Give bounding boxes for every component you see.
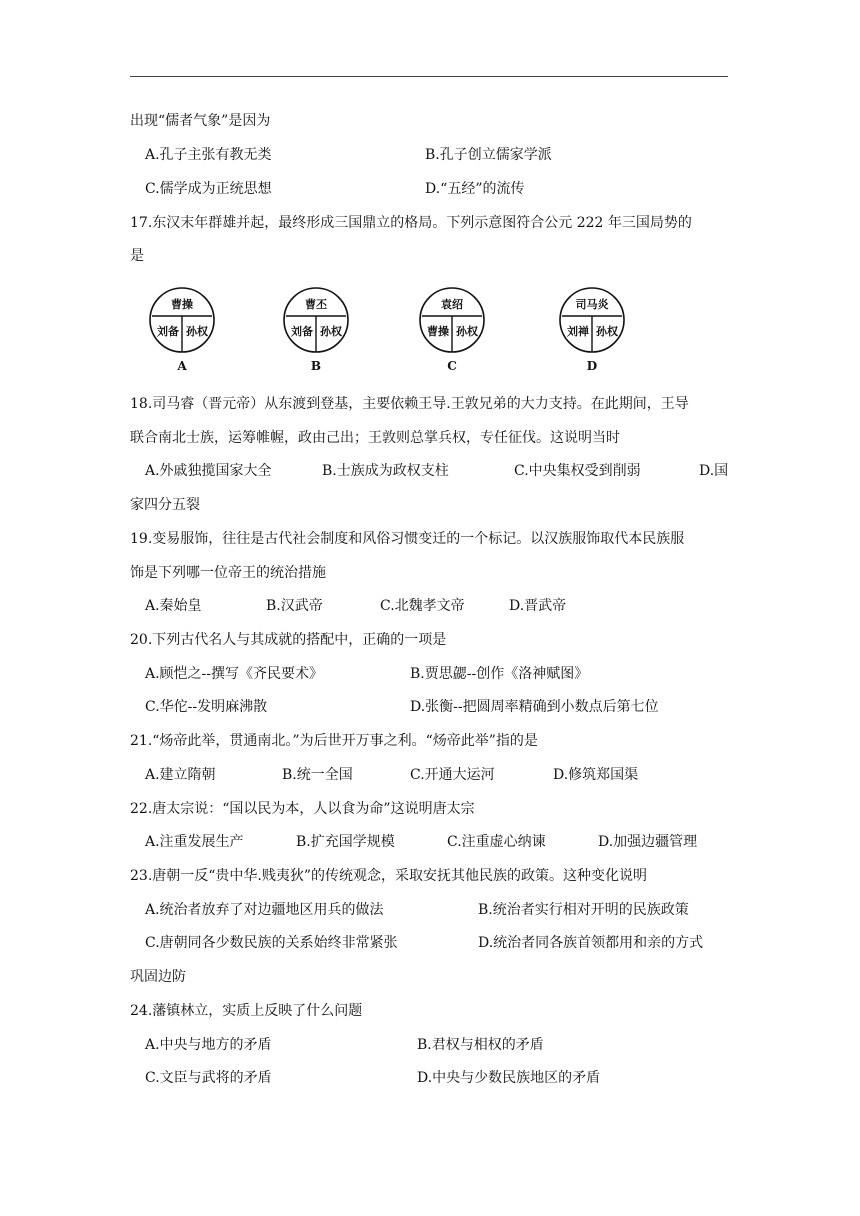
q20-stem: 20.下列古代名人与其成就的搭配中，正确的一项是 xyxy=(130,632,447,648)
q22-option-d: D.加强边疆管理 xyxy=(598,834,698,850)
q24-stem: 24.藩镇林立，实质上反映了什么问题 xyxy=(130,1003,363,1019)
q16-option-b: B.孔子创立儒家学派 xyxy=(425,147,552,163)
q20-option-b: B.贾思勰--创作《洛神赋图》 xyxy=(410,666,589,682)
q18-stem-line2: 联合南北士族，运筹帷幄，政由己出；王敦则总掌兵权，专任征伐。这说明当时 xyxy=(130,430,620,446)
q19-stem-line1: 19.变易服饰，往往是古代社会制度和风俗习惯变迁的一个标记。以汉族服饰取代本民族服 xyxy=(130,531,685,547)
pie-c-top: 袁绍 xyxy=(441,298,463,311)
pie-d-letter: D xyxy=(586,359,598,373)
pie-a-right: 孙权 xyxy=(186,325,208,338)
pie-b-top: 曹丕 xyxy=(305,298,327,311)
q19-stem-line2: 饰是下列哪一位帝王的统治措施 xyxy=(130,565,326,581)
three-kingdoms-diagram xyxy=(130,284,690,376)
pie-b xyxy=(284,288,348,373)
pie-a xyxy=(150,288,214,373)
pie-d-left: 刘禅 xyxy=(567,325,589,338)
q20-option-a: A.顾恺之--撰写《齐民要术》 xyxy=(145,666,324,682)
pie-d-right: 孙权 xyxy=(596,325,618,338)
q24-option-c: C.文臣与武将的矛盾 xyxy=(145,1070,272,1086)
q21-option-d: D.修筑郑国渠 xyxy=(553,767,639,783)
q21-stem: 21.“炀帝此举，贯通南北。”为后世开万事之利。“炀帝此举”指的是 xyxy=(130,733,538,749)
q16-option-a: A.孔子主张有教无类 xyxy=(145,147,272,163)
q22-option-b: B.扩充国学规模 xyxy=(296,834,395,850)
q18-option-d-wrap: 家四分五裂 xyxy=(130,497,200,513)
q20-option-d: D.张衡--把圆周率精确到小数点后第七位 xyxy=(410,699,659,715)
q16-option-c: C.儒学成为正统思想 xyxy=(145,181,272,197)
q20-option-c: C.华佗--发明麻沸散 xyxy=(145,699,268,715)
q19-option-b: B.汉武帝 xyxy=(266,598,323,614)
pie-c xyxy=(420,288,484,373)
pie-a-top: 曹操 xyxy=(171,298,193,311)
pie-b-right: 孙权 xyxy=(320,325,342,338)
q16-stem: 出现“儒者气象”是因为 xyxy=(130,113,271,129)
q23-option-d-wrap: 巩固边防 xyxy=(130,969,186,985)
q22-option-a: A.注重发展生产 xyxy=(145,834,244,850)
q21-option-b: B.统一全国 xyxy=(282,767,353,783)
q21-option-a: A.建立隋朝 xyxy=(145,767,216,783)
pie-c-right: 孙权 xyxy=(456,325,478,338)
q24-option-b: B.君权与相权的矛盾 xyxy=(417,1037,544,1053)
q23-option-d: D.统治者同各族首领都用和亲的方式 xyxy=(478,935,704,951)
q17-stem-line1: 17.东汉末年群雄并起，最终形成三国鼎立的格局。下列示意图符合公元 222 年三国局势的 xyxy=(130,215,692,231)
q18-option-a: A.外戚独揽国家大全 xyxy=(145,463,272,479)
q19-option-c: C.北魏孝文帝 xyxy=(380,598,465,614)
q18-option-c: C.中央集权受到削弱 xyxy=(514,463,641,479)
pie-c-letter: C xyxy=(447,359,457,373)
pie-c-left: 曹操 xyxy=(427,325,449,338)
q18-stem-line1: 18.司马睿（晋元帝）从东渡到登基，主要依赖王导.王敦兄弟的大力支持。在此期间，王导 xyxy=(130,396,689,412)
pie-d xyxy=(560,288,624,373)
pie-b-left: 刘备 xyxy=(291,325,313,338)
q23-option-b: B.统治者实行相对开明的民族政策 xyxy=(478,902,689,918)
pie-a-letter: A xyxy=(177,359,187,373)
pie-b-letter: B xyxy=(310,359,322,373)
q16-option-d: D.“五经”的流传 xyxy=(425,181,525,197)
q19-option-a: A.秦始皇 xyxy=(145,598,202,614)
pie-d-top: 司马炎 xyxy=(575,298,609,311)
q19-option-d: D.晋武帝 xyxy=(509,598,567,614)
q22-option-c: C.注重虚心纳谏 xyxy=(447,834,546,850)
pie-a-left: 刘备 xyxy=(157,325,179,338)
q18-option-b: B.士族成为政权支柱 xyxy=(322,463,449,479)
q17-stem-line2: 是 xyxy=(130,248,144,264)
header-rule xyxy=(130,76,728,77)
q18-option-d: D.国 xyxy=(699,463,729,479)
q23-option-a: A.统治者放弃了对边疆地区用兵的做法 xyxy=(145,902,384,918)
q24-option-a: A.中央与地方的矛盾 xyxy=(145,1037,272,1053)
q24-option-d: D.中央与少数民族地区的矛盾 xyxy=(417,1070,601,1086)
q22-stem: 22.唐太宗说：“国以民为本，人以食为命”这说明唐太宗 xyxy=(130,801,475,817)
q23-stem: 23.唐朝一反“贵中华.贱夷狄”的传统观念，采取安抚其他民族的政策。这种变化说明 xyxy=(130,868,648,884)
q23-option-c: C.唐朝同各少数民族的关系始终非常紧张 xyxy=(145,935,398,951)
q21-option-c: C.开通大运河 xyxy=(410,767,495,783)
